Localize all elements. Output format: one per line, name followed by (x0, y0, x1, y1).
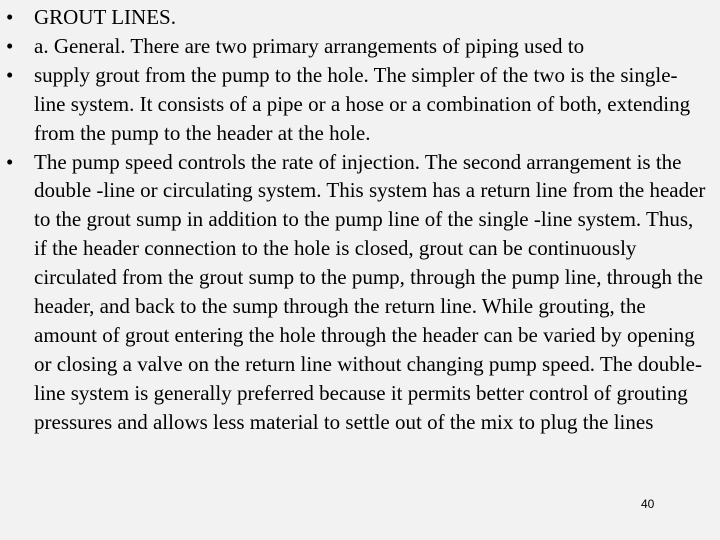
bullet-text: The pump speed controls the rate of injection. The second arrangement is the double -line or circulating system. This system has a return line from the header to the grout sump in addition to the pump line of the single -line system. Thus, if the header connection to the hole is closed, grout can be continuously circulated from the grout sump to the pump, through the pump line, through the header, and back to the sump through the return line. While grouting, the amount of grout entering the hole through the header can be varied by opening or closing a valve on the return line without changing pump speed. The double-line system is generally preferred because it permits better control of grouting pressures and allows less material to settle out of the mix to plug the lines (34, 149, 706, 434)
bullet-marker: • (6, 149, 14, 174)
page-number: 40 (641, 497, 655, 511)
bullet-item-double-line (6, 148, 706, 437)
bullet-marker: • (6, 62, 14, 87)
bullet-text: supply grout from the pump to the hole. The simpler of the two is the single-line system. It consists of a pipe or a hose or a combination of both, extending from the pump to the header at the hole. (34, 62, 691, 145)
bullet-marker: • (6, 33, 14, 58)
bullet-text: a. General. There are two primary arrangements of piping used to (34, 33, 585, 58)
bullet-marker: • (6, 5, 14, 29)
bullet-item-general (6, 32, 706, 61)
bullet-text: GROUT LINES. (34, 5, 176, 29)
bullet-item-title (6, 3, 706, 32)
bullet-list (6, 3, 706, 437)
bullet-item-single-line (6, 61, 706, 148)
